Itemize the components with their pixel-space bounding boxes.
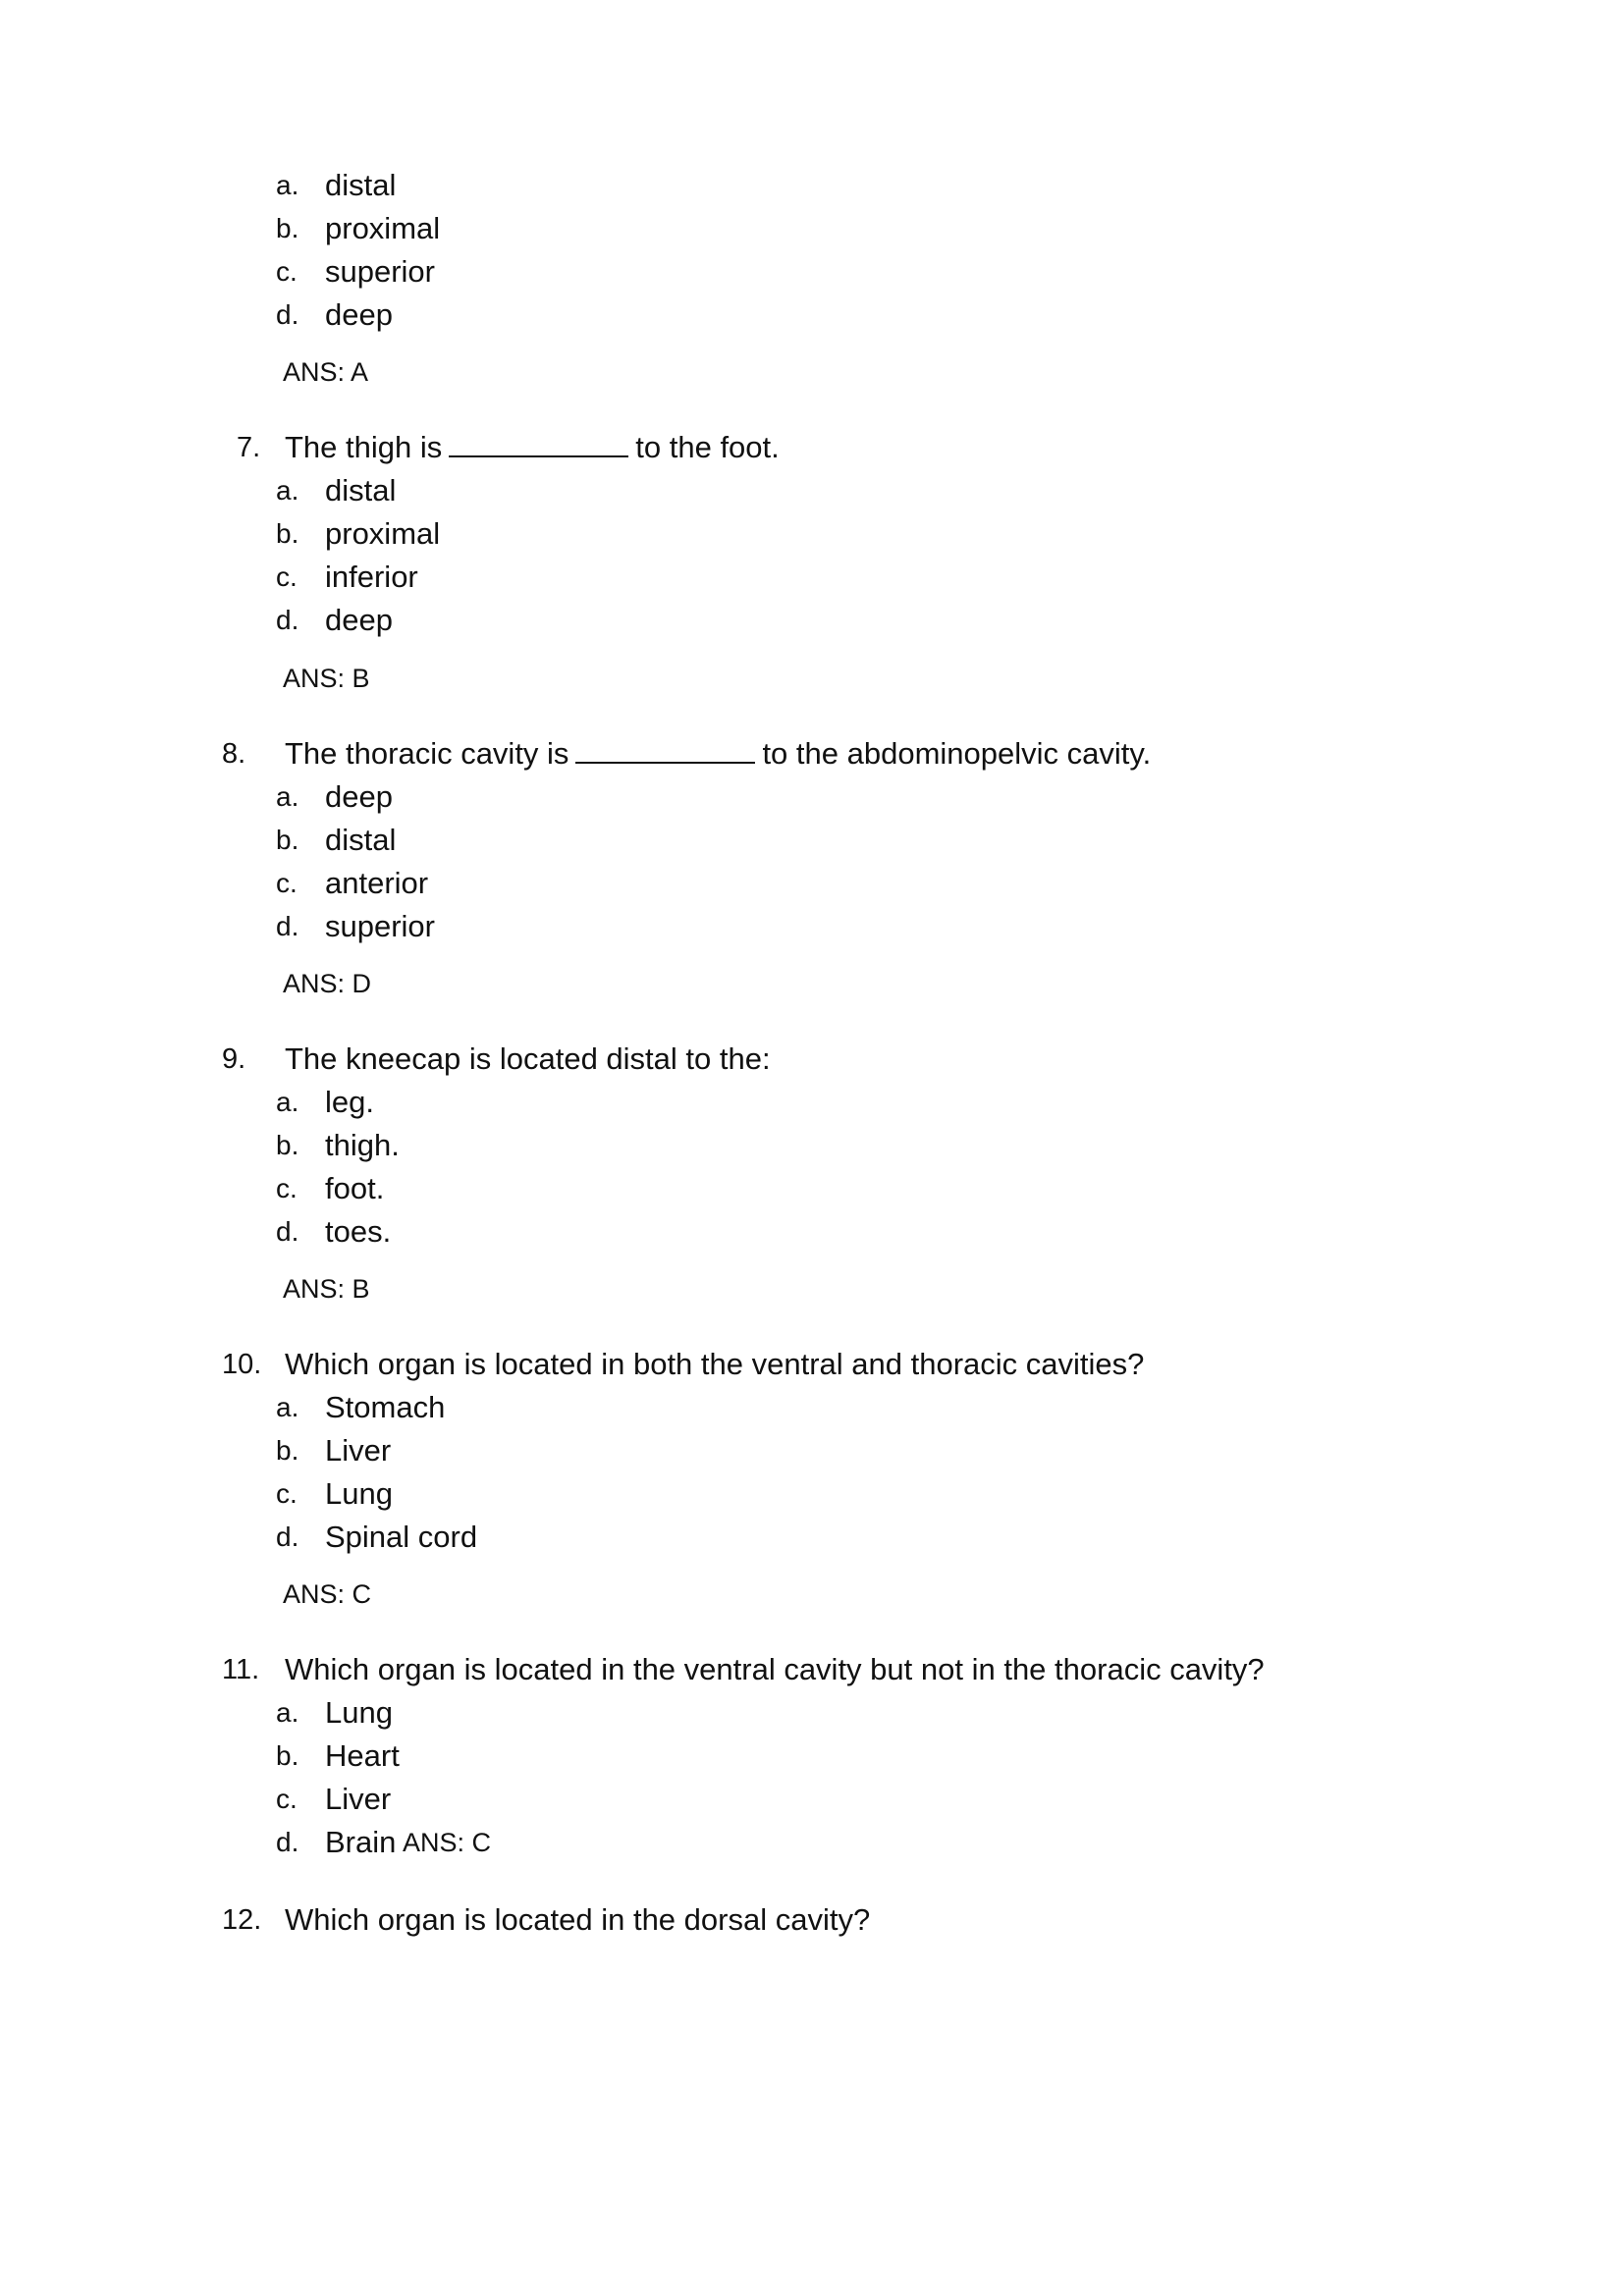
option-letter: a. [276, 781, 299, 812]
option-text: leg. [325, 1085, 374, 1119]
option-letter: c. [276, 256, 298, 287]
option-letter: d. [276, 1827, 299, 1857]
option-letter: a. [276, 1392, 299, 1422]
option-text: Brain [325, 1825, 397, 1859]
option-text: Liver [325, 1433, 392, 1468]
option-letter: c. [276, 1173, 298, 1203]
option-letter: d. [276, 1522, 299, 1552]
question-number: 12. [222, 1904, 262, 1936]
question-text: Which organ is located in the ventral cavity but not in the thoracic cavity? [285, 1652, 1265, 1686]
option-letter: c. [276, 1784, 298, 1814]
question-text [285, 426, 780, 469]
option-letter: d. [276, 605, 299, 635]
option-text: Stomach [325, 1390, 446, 1424]
question-number: 8. [222, 738, 246, 770]
option-letter: b. [276, 518, 299, 549]
option-text: deep [325, 779, 393, 814]
question-number: 7. [237, 432, 261, 463]
question-text-after: to the abdominopelvic cavity. [762, 736, 1152, 771]
option-letter: d. [276, 1216, 299, 1247]
option-text: Lung [325, 1476, 393, 1511]
question-text-before: The thigh is [285, 430, 443, 464]
option-text: deep [325, 603, 393, 637]
option-text: superior [325, 909, 435, 943]
option-letter: a. [276, 475, 299, 506]
option-text: foot. [325, 1171, 385, 1205]
option-text: distal [325, 473, 397, 507]
option-letter: b. [276, 1435, 299, 1466]
option-text: Liver [325, 1782, 392, 1816]
option-text: superior [325, 254, 435, 289]
option-letter: b. [276, 213, 299, 243]
option-letter: a. [276, 1087, 299, 1117]
option-text: proximal [325, 516, 441, 551]
option-text: toes. [325, 1214, 392, 1249]
option-text: inferior [325, 560, 418, 594]
answer-label: ANS: C [283, 1579, 372, 1609]
option-text: thigh. [325, 1128, 400, 1162]
answer-label: ANS: B [283, 1274, 370, 1304]
option-letter: b. [276, 1130, 299, 1160]
option-text: anterior [325, 866, 429, 900]
option-letter: a. [276, 1697, 299, 1728]
question-number: 11. [222, 1654, 260, 1685]
option-letter: a. [276, 170, 299, 200]
option-text: proximal [325, 211, 441, 245]
answer-label: ANS: C [403, 1828, 492, 1857]
answer-label: ANS: B [283, 664, 370, 693]
option-letter: c. [276, 868, 298, 898]
question-text: The kneecap is located distal to the: [285, 1041, 771, 1076]
answer-blank [575, 732, 755, 764]
option-text: Lung [325, 1695, 393, 1730]
question-text: Which organ is located in the dorsal cavity? [285, 1902, 871, 1937]
question-number: 10. [222, 1349, 262, 1380]
option-text: distal [325, 823, 397, 857]
option-letter: d. [276, 911, 299, 941]
option-text: distal [325, 168, 397, 202]
option-letter: b. [276, 825, 299, 855]
answer-label: ANS: D [283, 969, 372, 998]
option-letter: c. [276, 1478, 298, 1509]
option-letter: d. [276, 299, 299, 330]
question-text [285, 732, 1151, 775]
option-letter: b. [276, 1740, 299, 1771]
answer-blank [449, 426, 628, 457]
question-text-before: The thoracic cavity is [285, 736, 569, 771]
answer-label: ANS: A [283, 357, 369, 387]
option-text: deep [325, 297, 393, 332]
option-letter: c. [276, 561, 298, 592]
option-text: Heart [325, 1738, 400, 1773]
question-number: 9. [222, 1043, 246, 1075]
option-text: Spinal cord [325, 1520, 478, 1554]
question-text: Which organ is located in both the ventral and thoracic cavities? [285, 1347, 1145, 1381]
question-text-after: to the foot. [635, 430, 780, 464]
